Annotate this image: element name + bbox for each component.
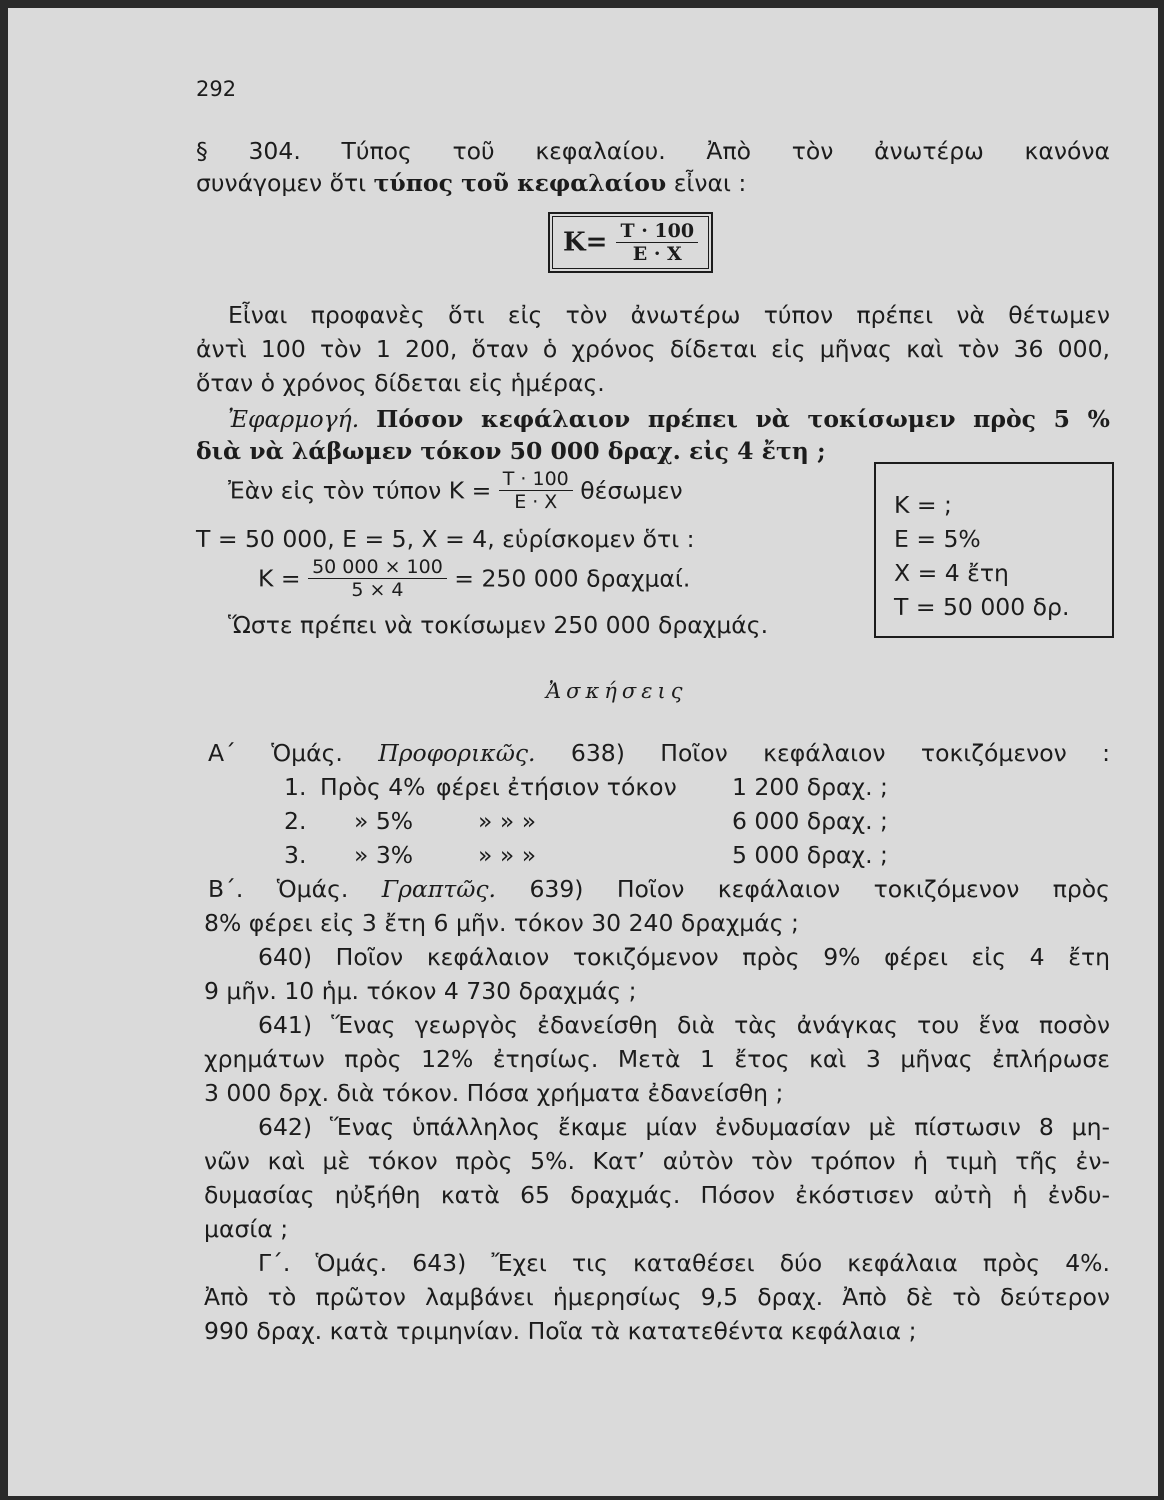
item-number: 3. <box>284 841 307 869</box>
item-text: » » » <box>478 841 537 869</box>
application-step1: Ἐὰν εἰς τὸν τύπον Κ = $\frac{T \cdot 100}{E \cdot X}$ θέσωμεν <box>228 468 683 513</box>
formula-lhs: Κ= <box>563 227 608 258</box>
exercise-line: Ἀπὸ τὸ πρῶτον λαμβάνει ἡμερησίως 9,5 δραχ. Ἀπὸ δὲ τὸ δεύτερον <box>204 1283 1110 1311</box>
section-heading-line <box>196 136 1110 166</box>
paragraph-line: Εἶναι προφανὲς ὅτι εἰς τὸν ἀνωτέρω τύπον πρέπει νὰ θέτωμεν <box>228 301 1110 329</box>
item-amount: 5 000 δραχ. ; <box>732 841 888 869</box>
given-interest: Τ = 50 000 δρ. <box>894 593 1070 621</box>
application-question-line2: διὰ νὰ λάβωμεν τόκον 50 000 δραχ. εἰς 4 ἔτη ; <box>196 437 826 465</box>
application-step2: Τ = 50 000, Ε = 5, Χ = 4, εὑρίσκομεν ὅτι : <box>196 525 695 553</box>
item-rate: » 5% <box>354 807 414 835</box>
application-conclusion: Ὥστε πρέπει νὰ τοκίσωμεν 250 000 δραχμάς. <box>228 611 769 639</box>
exercise-line: μασία ; <box>204 1215 289 1243</box>
group-c-label: Γ΄. Ὁμάς. <box>258 1249 388 1277</box>
step3-fraction: $\frac{50 000 \times 100}{5 \times 4}$ <box>308 556 447 601</box>
group-c-heading <box>258 1248 1110 1278</box>
paragraph-line: ὅταν ὁ χρόνος δίδεται εἰς ἡμέρας. <box>196 369 605 397</box>
main-formula-box <box>548 212 713 273</box>
exercise-line: 990 δραχ. κατὰ τριμηνίαν. Ποῖα τὰ κατατεθέντα κεφάλαια ; <box>204 1317 917 1345</box>
step1-fraction: $\frac{T \cdot 100}{E \cdot X}$ <box>499 468 573 513</box>
section-title: Τύπος τοῦ κεφαλαίου. <box>341 137 666 165</box>
exercise-638: 638) Ποῖον κεφάλαιον τοκιζόμενον : <box>570 739 1110 767</box>
item-amount: 1 200 δραχ. ; <box>732 773 888 801</box>
item-rate: » 3% <box>354 841 414 869</box>
exercise-line: νῶν καὶ μὲ τόκον πρὸς 5%. Κατ’ αὐτὸν τὸν τρόπον ἡ τιμὴ τῆς ἐν- <box>204 1147 1110 1175</box>
group-a-label: Α΄ Ὁμάς. <box>208 739 343 767</box>
exercise-line: χρημάτων πρὸς 12% ἐτησίως. Μετὰ 1 ἔτος καὶ 3 μῆνας ἐπλήρωσε <box>204 1045 1110 1073</box>
section-number: § 304. <box>196 137 301 165</box>
application-question-line1: Ἐφαρμογή. Πόσον κεφάλαιον πρέπει νὰ τοκίσωμεν πρὸς 5 % <box>228 405 1110 433</box>
exercises-title: Ἀσκήσεις <box>546 679 688 703</box>
formula-fraction <box>616 220 698 265</box>
formula-numerator: Τ · 100 <box>616 220 698 243</box>
exercise-639: 639) Ποῖον κεφάλαιον τοκιζόμενον πρὸς <box>529 875 1110 903</box>
item-text: » » » <box>478 807 537 835</box>
book-page <box>8 8 1158 1496</box>
exercise-643: 643) Ἔχει τις καταθέσει δύο κεφάλαια πρὸς 4%. <box>412 1249 1110 1277</box>
group-a-type: Προφορικῶς. <box>378 739 536 767</box>
application-step3: Κ = $\frac{50 000 \times 100}{5 \times 4}$ = 250 000 δραχμαί. <box>258 556 691 601</box>
exercise-line: 3 000 δρχ. διὰ τόκον. Πόσα χρήματα ἐδανείσθη ; <box>204 1079 784 1107</box>
paragraph-line: ἀντὶ 100 τὸν 1 200, ὅταν ὁ χρόνος δίδεται εἰς μῆνας καὶ τὸν 36 000, <box>196 335 1110 363</box>
exercise-640: 640) Ποῖον κεφάλαιον τοκιζόμενον πρὸς 9% φέρει εἰς 4 ἔτη <box>258 943 1110 971</box>
exercise-line: δυμασίας ηὐξήθη κατὰ 65 δραχμάς. Πόσον ἐκόστισεν αὐτὴ ἡ ἐνδυ- <box>204 1181 1110 1209</box>
group-b-heading <box>208 874 1110 904</box>
item-rate: Πρὸς 4% <box>320 773 426 801</box>
given-time: Χ = 4 ἔτη <box>894 559 1009 587</box>
item-text: φέρει ἐτήσιον τόκον <box>436 773 677 801</box>
exercise-line: 9 μῆν. 10 ἡμ. τόκον 4 730 δραχμάς ; <box>204 977 637 1005</box>
section-intro-line2: συνάγομεν ὅτι τύπος τοῦ κεφαλαίου εἶναι : <box>196 169 747 197</box>
item-number: 1. <box>284 773 307 801</box>
exercise-641: 641) Ἕνας γεωργὸς ἐδανείσθη διὰ τὰς ἀνάγκας του ἕνα ποσὸν <box>258 1011 1110 1039</box>
item-number: 2. <box>284 807 307 835</box>
formula-denominator: Ε · Χ <box>632 243 682 265</box>
given-rate: Ε = 5% <box>894 525 981 553</box>
exercise-line: 8% φέρει εἰς 3 ἔτη 6 μῆν. τόκον 30 240 δραχμάς ; <box>204 909 799 937</box>
givens-box <box>874 462 1114 638</box>
given-capital: Κ = ; <box>894 491 952 519</box>
page-number: 292 <box>196 77 237 101</box>
section-intro: Ἀπὸ τὸν ἀνωτέρω κανόνα <box>706 137 1110 165</box>
item-amount: 6 000 δραχ. ; <box>732 807 888 835</box>
group-b-type: Γραπτῶς. <box>381 875 497 903</box>
group-b-label: Β΄. Ὁμάς. <box>208 875 349 903</box>
bold-term: τύπος τοῦ κεφαλαίου <box>373 169 667 197</box>
group-a-heading <box>208 738 1110 768</box>
application-label: Ἐφαρμογή. <box>228 405 360 433</box>
exercise-642: 642) Ἕνας ὑπάλληλος ἔκαμε μίαν ἐνδυμασίαν μὲ πίστωσιν 8 μη- <box>258 1113 1110 1141</box>
